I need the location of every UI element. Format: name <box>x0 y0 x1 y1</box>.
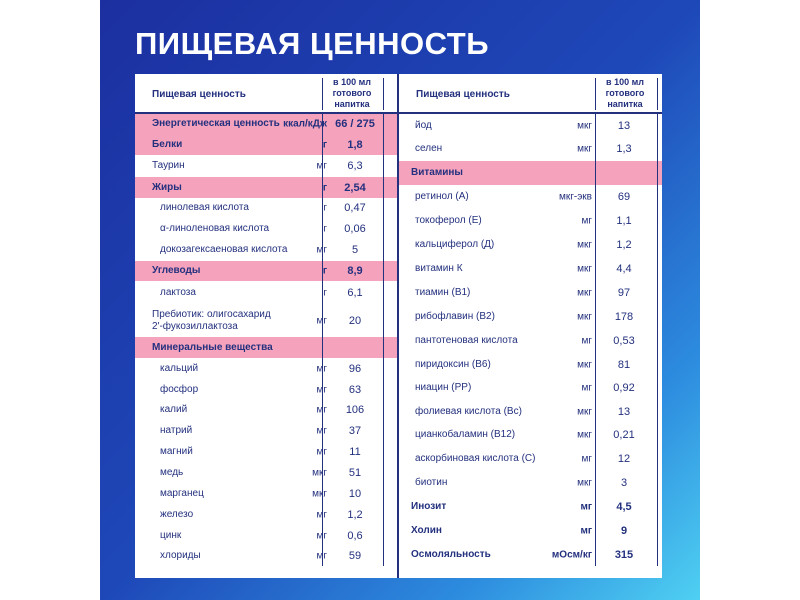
left-row-name: Таурин <box>152 160 185 171</box>
right-row-separator-end <box>657 423 658 447</box>
right-table-row <box>399 305 662 329</box>
right-row-value: 13 <box>617 405 631 418</box>
left-table-row <box>135 379 397 400</box>
right-table-row <box>399 353 662 376</box>
right-row-separator-end <box>657 114 658 137</box>
left-table-row <box>135 261 397 281</box>
left-row-name: хлориды <box>160 550 201 561</box>
nutrition-table <box>135 74 662 578</box>
left-row-name: линолевая кислота <box>160 202 249 213</box>
left-row-value: 0,6 <box>347 529 363 542</box>
left-row-separator-end <box>383 337 384 358</box>
left-row-name: Углеводы <box>152 265 201 276</box>
left-row-unit: г <box>322 265 327 277</box>
right-row-unit: мкг <box>577 429 592 441</box>
right-row-unit: мкг <box>577 406 592 417</box>
right-table-row <box>399 519 662 543</box>
left-table-row <box>135 337 397 358</box>
right-row-separator-end <box>657 233 658 257</box>
left-row-unit: мг <box>316 384 327 395</box>
right-row-name: пантотеновая кислота <box>415 335 518 346</box>
right-row-name: селен <box>415 143 443 154</box>
left-row-name: лактоза <box>160 286 196 298</box>
left-row-separator-end <box>383 155 384 177</box>
left-row-name: магний <box>160 445 193 457</box>
left-table-row <box>135 484 397 504</box>
right-table-row <box>399 114 662 137</box>
right-row-unit: мкг <box>577 477 592 489</box>
left-row-separator-end <box>383 198 384 218</box>
left-header-separator <box>322 78 323 110</box>
right-row-separator-end <box>657 376 658 400</box>
right-row-value: 81 <box>617 358 631 371</box>
right-row-unit: мкг <box>577 239 592 251</box>
right-row-unit: мг <box>580 525 592 537</box>
left-row-unit: мг <box>316 550 327 562</box>
right-row-unit: мкг-экв <box>558 191 592 203</box>
right-row-separator-end <box>657 209 658 233</box>
right-table-row <box>399 495 662 519</box>
left-header-value: в 100 мл готового напитка <box>332 77 372 109</box>
right-row-unit: мкг <box>577 263 592 275</box>
left-row-unit: г <box>323 223 327 234</box>
left-row-name: Пребиотик: олигосахарид 2'-фукозиллактоза <box>152 308 271 332</box>
left-row-separator-end <box>383 400 384 420</box>
right-row-value: 13 <box>617 119 631 132</box>
left-row-separator-end <box>383 546 384 566</box>
left-row-unit: ккал/кДж <box>283 118 327 130</box>
right-row-name: цианкобаламин (В12) <box>415 429 516 440</box>
left-row-name: кальций <box>160 362 199 374</box>
left-table-row <box>135 114 397 134</box>
left-row-name: α-линоленовая кислота <box>160 222 270 234</box>
left-row-separator-end <box>383 525 384 546</box>
left-row-value: 37 <box>348 424 362 437</box>
right-row-name: ретинол (А) <box>415 191 469 202</box>
left-table-row <box>135 134 397 155</box>
right-row-name: кальциферол (Д) <box>415 239 495 250</box>
left-row-name: Минеральные вещества <box>152 341 273 353</box>
left-table-row <box>135 525 397 546</box>
left-row-value: 5 <box>351 244 359 256</box>
right-row-name: аскорбиновая кислота (С) <box>415 453 536 464</box>
table-right-column <box>399 74 662 578</box>
right-row-value: 3 <box>620 477 628 489</box>
right-row-unit: мОсм/кг <box>551 549 592 560</box>
right-row-separator-end <box>657 137 658 161</box>
left-row-name: марганец <box>160 488 204 499</box>
right-row-value: 0,21 <box>613 429 635 441</box>
right-row-separator-end <box>657 161 658 185</box>
left-row-unit: мг <box>316 509 327 520</box>
right-row-name: Осмоляльность <box>411 548 491 560</box>
right-table-row <box>399 161 662 185</box>
left-row-unit: мг <box>316 530 327 541</box>
left-table-row <box>135 239 397 261</box>
left-row-separator-end <box>383 441 384 462</box>
right-table-row <box>399 471 662 495</box>
right-table-header <box>399 74 662 114</box>
right-row-separator <box>595 161 596 185</box>
left-row-value: 59 <box>348 550 362 562</box>
right-table-row <box>399 423 662 447</box>
right-table-row <box>399 447 662 471</box>
left-header-name: Пищевая ценность <box>152 89 246 100</box>
right-row-value: 4,5 <box>616 501 632 513</box>
left-row-name: цинк <box>160 529 182 541</box>
left-row-unit: г <box>322 139 327 150</box>
left-row-unit: мг <box>316 404 327 416</box>
right-row-separator-end <box>657 281 658 305</box>
left-row-unit: мг <box>316 425 327 436</box>
right-table-row <box>399 281 662 305</box>
right-row-name: йод <box>415 119 432 131</box>
right-row-unit: мг <box>581 453 592 465</box>
left-row-separator-end <box>383 484 384 504</box>
right-row-unit: мг <box>581 215 592 227</box>
right-row-value: 0,53 <box>613 335 635 347</box>
left-row-separator-end <box>383 261 384 281</box>
right-row-value: 1,1 <box>616 215 632 227</box>
right-row-value: 0,92 <box>613 382 635 394</box>
left-table-row <box>135 155 397 177</box>
left-row-name: докозагексаеновая кислота <box>160 244 288 255</box>
left-row-separator-end <box>383 304 384 337</box>
left-row-separator-end <box>383 239 384 261</box>
right-row-separator-end <box>657 305 658 329</box>
left-row-name: железо <box>160 508 194 520</box>
right-row-value: 9 <box>620 525 628 537</box>
page-title: ПИЩЕВАЯ ЦЕННОСТЬ <box>135 26 489 61</box>
right-table-row <box>399 185 662 209</box>
right-row-separator-end <box>657 471 658 495</box>
left-row-value: 2,54 <box>344 181 366 194</box>
right-row-value: 315 <box>614 548 634 561</box>
left-table-header <box>135 74 397 114</box>
right-row-name: рибофлавин (В2) <box>415 311 495 322</box>
left-row-name: натрий <box>160 424 193 436</box>
left-row-separator-end <box>383 379 384 400</box>
left-row-unit: мг <box>316 244 327 256</box>
left-row-unit: мг <box>316 315 327 326</box>
left-row-unit: мкг <box>312 467 327 479</box>
right-row-separator-end <box>657 329 658 353</box>
right-header-name: Пищевая ценность <box>416 89 510 100</box>
left-row-value: 8,9 <box>347 265 363 277</box>
left-row-unit: мг <box>316 363 327 374</box>
left-table-row <box>135 177 397 198</box>
left-row-value: 11 <box>349 445 361 458</box>
left-table-row <box>135 281 397 304</box>
right-row-name: Инозит <box>411 501 447 512</box>
right-header-separator <box>595 78 596 110</box>
right-row-unit: мкг <box>577 311 592 323</box>
left-table-row <box>135 441 397 462</box>
right-table-row <box>399 329 662 353</box>
right-row-separator-end <box>657 400 658 423</box>
left-table-row <box>135 504 397 525</box>
right-row-separator-end <box>657 447 658 471</box>
right-row-separator-end <box>657 353 658 376</box>
left-table-row <box>135 546 397 566</box>
left-row-value: 0,47 <box>344 202 366 214</box>
left-row-separator-end <box>383 420 384 441</box>
left-row-separator-end <box>383 281 384 304</box>
left-row-separator-end <box>383 462 384 484</box>
right-row-unit: мкг <box>577 287 592 299</box>
left-row-unit: мг <box>316 446 327 457</box>
right-row-value: 4,4 <box>616 263 632 275</box>
right-row-value: 1,3 <box>616 143 632 155</box>
nutrition-panel <box>100 0 700 600</box>
right-row-value: 1,2 <box>616 239 632 251</box>
left-row-value: 66 / 275 <box>335 118 375 130</box>
right-row-name: Витамины <box>411 167 463 178</box>
right-header-value: в 100 мл готового напитка <box>605 77 645 109</box>
left-row-unit: мг <box>316 160 327 172</box>
right-row-separator-end <box>657 519 658 543</box>
left-row-value: 63 <box>348 383 362 396</box>
right-row-value: 178 <box>614 311 634 323</box>
left-table-row <box>135 420 397 441</box>
right-row-name: витамин К <box>415 263 463 274</box>
left-row-separator-end <box>383 358 384 379</box>
right-header-separator-end <box>657 78 658 110</box>
left-row-name: Жиры <box>152 181 182 193</box>
left-row-value: 96 <box>348 362 362 375</box>
left-row-name: Энергетическая ценность <box>152 118 280 129</box>
right-table-row <box>399 209 662 233</box>
right-table-row <box>399 376 662 400</box>
left-row-separator-end <box>383 134 384 155</box>
left-row-value: 10 <box>348 488 362 500</box>
right-table-row <box>399 233 662 257</box>
right-table-row <box>399 137 662 161</box>
left-row-unit: г <box>323 287 327 298</box>
left-table-row <box>135 400 397 420</box>
right-row-unit: мкг <box>577 143 592 155</box>
right-table-row <box>399 543 662 566</box>
left-row-name: Белки <box>152 138 183 150</box>
left-row-unit: г <box>322 182 327 193</box>
left-table-row <box>135 218 397 239</box>
right-row-value: 97 <box>617 287 631 299</box>
left-row-value: 0,06 <box>344 222 366 235</box>
right-row-name: Холин <box>411 525 442 536</box>
right-row-value: 12 <box>617 453 631 465</box>
right-row-name: тиамин (В1) <box>415 287 471 298</box>
right-row-name: ниацин (РР) <box>415 382 472 393</box>
table-left-column <box>135 74 397 578</box>
left-table-row <box>135 304 397 337</box>
left-header-separator-end <box>383 78 384 110</box>
left-row-unit: г <box>323 202 327 214</box>
right-row-value: 69 <box>617 191 631 203</box>
right-row-separator-end <box>657 185 658 209</box>
left-table-row <box>135 198 397 218</box>
right-row-name: токоферол (Е) <box>415 215 482 226</box>
left-row-separator-end <box>383 504 384 525</box>
left-table-row <box>135 462 397 484</box>
right-row-unit: мкг <box>577 120 592 131</box>
right-row-name: пиридоксин (В6) <box>415 358 491 370</box>
right-table-row <box>399 257 662 281</box>
right-table-row <box>399 400 662 423</box>
left-row-name: калий <box>160 404 188 415</box>
right-row-name: биотин <box>415 477 448 488</box>
left-row-separator <box>322 337 323 358</box>
left-row-value: 6,3 <box>347 160 363 172</box>
right-row-unit: мг <box>581 335 592 347</box>
left-row-value: 6,1 <box>347 286 363 299</box>
left-row-name: медь <box>160 467 184 478</box>
left-row-separator-end <box>383 114 384 134</box>
left-row-name: фосфор <box>160 383 199 395</box>
left-row-separator-end <box>383 177 384 198</box>
right-row-separator-end <box>657 257 658 281</box>
left-row-value: 1,8 <box>347 138 363 151</box>
right-row-unit: мг <box>581 382 592 394</box>
left-row-value: 106 <box>345 404 365 416</box>
left-table-row <box>135 358 397 379</box>
right-row-separator-end <box>657 543 658 566</box>
right-row-unit: мг <box>580 501 592 513</box>
right-row-separator-end <box>657 495 658 519</box>
left-row-unit: мкг <box>312 488 327 500</box>
left-row-separator-end <box>383 218 384 239</box>
right-row-unit: мкг <box>577 359 592 370</box>
left-row-value: 51 <box>348 467 362 479</box>
left-row-value: 1,2 <box>347 508 363 521</box>
left-row-value: 20 <box>348 314 362 327</box>
right-row-name: фолиевая кислота (Вс) <box>415 405 522 417</box>
